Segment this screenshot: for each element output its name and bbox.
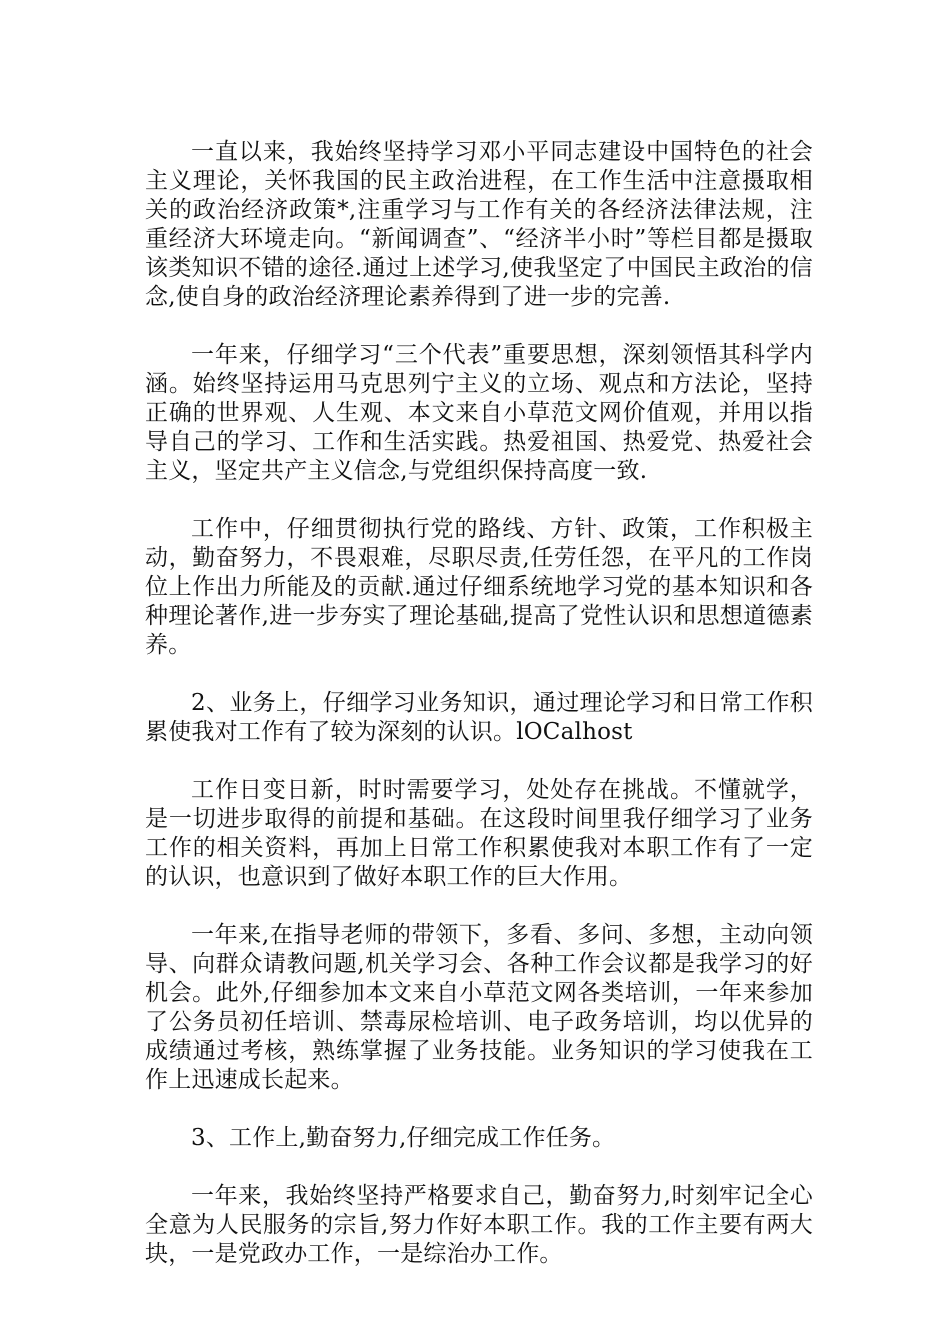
paragraph-6: 一年来,在指导老师的带领下，多看、多问、多想，主动向领导、向群众请教问题,机关学习会、各种工作会议都是我学习的好机会。此外,仔细参加本文来自小草范文网各类培训，一年来参加了公务员初任培训、禁毒尿检培训、电子政务培训，均以优异的成绩通过考核，熟练掌握了业务技能。业务知识的学习使我在工作上迅速成长起来。 — [145, 922, 813, 1093]
paragraph-3: 工作中，仔细贯彻执行党的路线、方针、政策，工作积极主动，勤奋努力，不畏艰难，尽职尽责,任劳任怨，在平凡的工作岗位上作出力所能及的贡献.通过仔细系统地学习党的基本知识和各种理论著作,进一步夯实了理论基础,提高了党性认识和思想道德素养。 — [145, 516, 813, 658]
paragraph-1: 一直以来，我始终坚持学习邓小平同志建设中国特色的社会主义理论，关怀我国的民主政治进程，在工作生活中注意摄取相关的政治经济政策*,注重学习与工作有关的各经济法律法规，注重经济大环境走向。“新闻调查”、“经济半小时”等栏目都是摄取该类知识不错的途径.通过上述学习,使我坚定了中国民主政治的信念,使自身的政治经济理论素养得到了进一步的完善. — [145, 139, 813, 310]
paragraph-4: 2、业务上，仔细学习业务知识，通过理论学习和日常工作积累使我对工作有了较为深刻的认识。lOCalhost — [145, 690, 813, 745]
paragraph-5: 工作日变日新，时时需要学习，处处存在挑战。不懂就学，是一切进步取得的前提和基础。在这段时间里我仔细学习了业务工作的相关资料，再加上日常工作积累使我对本职工作有了一定的认识，也意识到了做好本职工作的巨大作用。 — [145, 777, 813, 890]
document-body — [145, 138, 813, 1298]
paragraph-2: 一年来，仔细学习“三个代表”重要思想，深刻领悟其科学内涵。始终坚持运用马克思列宁主义的立场、观点和方法论，坚持正确的世界观、人生观、本文来自小草范文网价值观，并用以指导自己的学习、工作和生活实践。热爱祖国、热爱党、热爱社会主义，坚定共产主义信念,与党组织保持高度一致. — [145, 342, 813, 484]
paragraph-7: 3、工作上,勤奋努力,仔细完成工作任务。 — [191, 1125, 616, 1151]
paragraph-8: 一年来，我始终坚持严格要求自己，勤奋努力,时刻牢记全心全意为人民服务的宗旨,努力作好本职工作。我的工作主要有两大块，一是党政办工作，一是综治办工作。 — [145, 1183, 813, 1267]
